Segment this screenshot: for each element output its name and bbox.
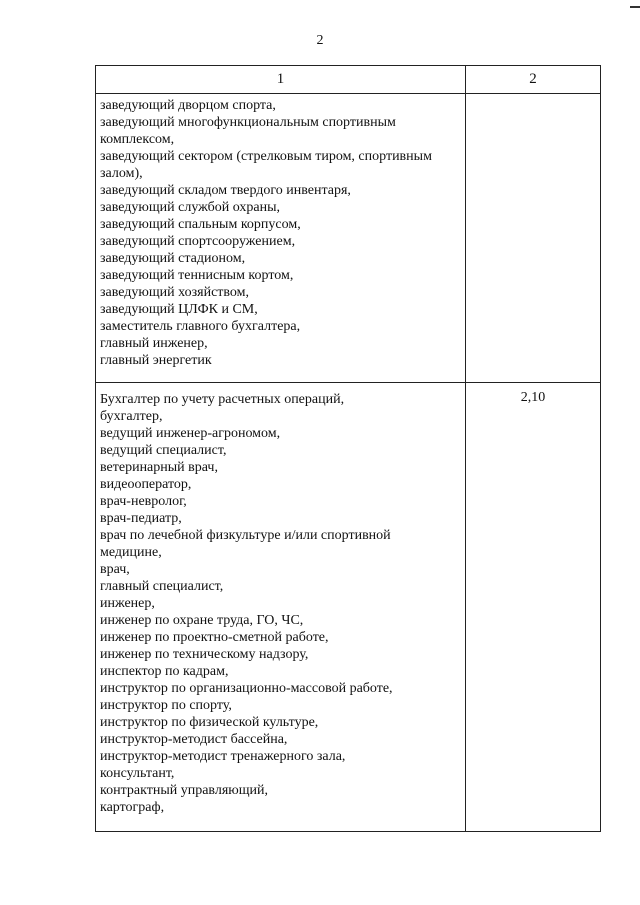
position-line: заведующий службой охраны,: [100, 200, 281, 215]
position-line: картограф,: [100, 800, 165, 815]
position-line: инструктор по спорту,: [100, 698, 232, 713]
position-line: видеооператор,: [100, 477, 192, 492]
position-line: медицине,: [100, 545, 162, 560]
position-line: заведующий складом твердого инвентаря,: [100, 183, 351, 198]
position-line: ведущий специалист,: [100, 443, 227, 458]
position-line: заведующий спальным корпусом,: [100, 217, 301, 232]
position-line: инструктор по организационно-массовой работе,: [100, 681, 393, 696]
position-line: инструктор по физической культуре,: [100, 715, 319, 730]
position-line: инженер,: [100, 596, 155, 611]
position-line: комплексом,: [100, 132, 175, 147]
position-line: инструктор-методист тренажерного зала,: [100, 749, 346, 764]
positions-cell: [96, 383, 466, 832]
coefficient-cell: [466, 94, 601, 383]
position-line: инженер по охране труда, ГО, ЧС,: [100, 613, 304, 628]
position-line: заведующий многофункциональным спортивным: [100, 115, 396, 130]
position-line: заведующий хозяйством,: [100, 285, 250, 300]
position-line: врач-педиатр,: [100, 511, 182, 526]
header-cell-1: 1: [96, 66, 466, 94]
position-line: Бухгалтер по учету расчетных операций,: [100, 392, 345, 407]
table-row: [96, 94, 601, 383]
table-header-row: [96, 66, 601, 94]
position-line: инспектор по кадрам,: [100, 664, 229, 679]
position-line: бухгалтер,: [100, 409, 163, 424]
corner-mark: [630, 6, 640, 8]
header-cell-2: 2: [466, 66, 601, 94]
position-line: врач по лечебной физкультуре и/или спортивной: [100, 528, 391, 543]
position-line: заведующий стадионом,: [100, 251, 246, 266]
coefficient-cell: 2,10: [466, 383, 601, 832]
position-line: консультант,: [100, 766, 175, 781]
table-row: [96, 383, 601, 832]
salary-coefficient-table: [95, 65, 601, 832]
position-line: заведующий дворцом спорта,: [100, 98, 276, 113]
position-line: заведующий спортсооружением,: [100, 234, 296, 249]
page-number: 2: [316, 33, 324, 48]
position-line: главный энергетик: [100, 353, 212, 368]
position-line: инженер по техническому надзору,: [100, 647, 309, 662]
position-line: заведующий теннисным кортом,: [100, 268, 294, 283]
position-line: главный специалист,: [100, 579, 224, 594]
position-line: инженер по проектно-сметной работе,: [100, 630, 329, 645]
position-line: ведущий инженер-агрономом,: [100, 426, 281, 441]
position-line: главный инженер,: [100, 336, 208, 351]
position-line: врач-невролог,: [100, 494, 187, 509]
position-line: залом),: [100, 166, 143, 181]
positions-cell: [96, 94, 466, 383]
position-line: врач,: [100, 562, 130, 577]
position-line: заместитель главного бухгалтера,: [100, 319, 301, 334]
position-line: ветеринарный врач,: [100, 460, 218, 475]
position-line: контрактный управляющий,: [100, 783, 268, 798]
position-line: инструктор-методист бассейна,: [100, 732, 288, 747]
position-line: заведующий ЦЛФК и СМ,: [100, 302, 258, 317]
position-line: заведующий сектором (стрелковым тиром, спортивным: [100, 149, 432, 164]
